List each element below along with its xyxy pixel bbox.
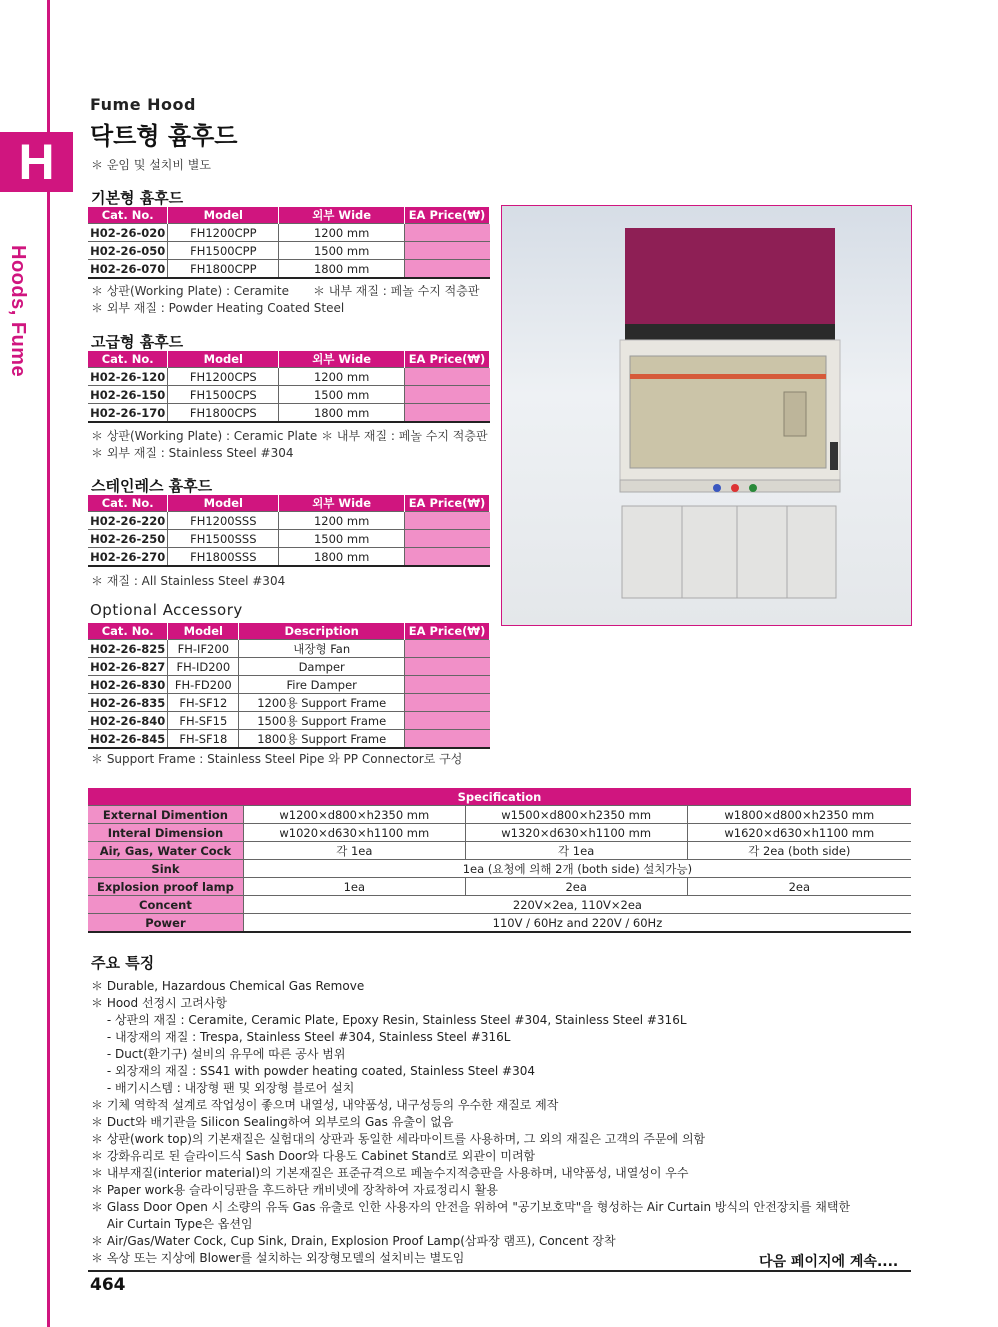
cat-no: H02-26-835 <box>88 694 168 712</box>
price-cell <box>405 368 490 386</box>
feature-line: - 외장재의 재질 : SS41 with powder heating coated, Stainless Steel #304 <box>91 1064 536 1078</box>
feature-line: ＊ 옥상 또는 지상에 Blower를 설치하는 외장형모델의 설치비는 별도임 <box>91 1251 465 1265</box>
price-cell <box>405 512 490 530</box>
spec-value: w1020×d630×h1100 mm <box>243 824 465 842</box>
spec-label: Air, Gas, Water Cock <box>88 842 243 860</box>
price-cell <box>405 548 490 567</box>
table-row <box>88 404 490 423</box>
feature-line: ＊ Hood 선정시 고려사항 <box>91 996 227 1010</box>
header-cat: Cat. No. <box>88 495 168 512</box>
feature-line: ＊ Durable, Hazardous Chemical Gas Remove <box>91 979 365 993</box>
feature-line: - 배기시스템 : 내장형 팬 및 외장형 블로어 설치 <box>91 1081 355 1095</box>
spec-value: w1200×d800×h2350 mm <box>243 806 465 824</box>
model: FH-SF12 <box>168 694 239 712</box>
control-panel <box>830 442 838 470</box>
page-number: 464 <box>90 1275 126 1295</box>
width: 1200 mm <box>279 224 405 242</box>
header-description: Description <box>239 623 405 640</box>
price-cell <box>405 224 490 242</box>
cat-no: H02-26-830 <box>88 676 168 694</box>
header-wide: 외부 Wide <box>279 207 405 224</box>
spec-label: Interal Dimension <box>88 824 243 842</box>
header-price: EA Price(₩) <box>405 495 490 512</box>
table-header-row <box>88 351 490 368</box>
cat-no: H02-26-170 <box>88 404 168 423</box>
price-cell <box>405 694 490 712</box>
spec-value: 220V×2ea, 110V×2ea <box>243 896 911 914</box>
section-title-basic: 기본형 흄후드 <box>91 189 184 207</box>
header-cat: Cat. No. <box>88 207 168 224</box>
header-price: EA Price(₩) <box>405 207 490 224</box>
spec-row <box>88 896 911 914</box>
cat-no: H02-26-050 <box>88 242 168 260</box>
model: FH1500CPS <box>168 386 279 404</box>
stainless-price-table <box>88 495 490 567</box>
description: Fire Damper <box>239 676 405 694</box>
description: 1800용 Support Frame <box>239 730 405 749</box>
spec-row <box>88 824 911 842</box>
description: 1200용 Support Frame <box>239 694 405 712</box>
premium-note-1: ＊ 상판(Working Plate) : Ceramic Plate ＊ 내부 재질 : 페놀 수지 적층판 <box>91 429 488 443</box>
model: FH1500SSS <box>168 530 279 548</box>
table-row <box>88 640 490 658</box>
spec-label: External Dimention <box>88 806 243 824</box>
baffle-panel <box>784 392 806 436</box>
cat-no: H02-26-070 <box>88 260 168 279</box>
spec-label: Explosion proof lamp <box>88 878 243 896</box>
table-row <box>88 242 490 260</box>
width: 1500 mm <box>279 242 405 260</box>
basic-note-1: ＊ 상판(Working Plate) : Ceramite ＊ 내부 재질 : 페놀 수지 적층판 <box>91 284 480 298</box>
spec-label: Power <box>88 914 243 933</box>
description: 1500용 Support Frame <box>239 712 405 730</box>
table-row <box>88 694 490 712</box>
width: 1200 mm <box>279 512 405 530</box>
basic-price-table <box>88 207 490 279</box>
gas-cock-blue <box>713 484 721 492</box>
cat-no: H02-26-840 <box>88 712 168 730</box>
feature-line: ＊ 기체 역학적 설계로 작업성이 좋으며 내열성, 내약품성, 내구성등의 우수한 재질로 제작 <box>91 1098 559 1112</box>
spec-value: w1800×d800×h2350 mm <box>687 806 911 824</box>
table-row <box>88 676 490 694</box>
header-cat: Cat. No. <box>88 351 168 368</box>
table-row <box>88 548 490 567</box>
spec-value: 2ea <box>687 878 911 896</box>
spec-value: w1320×d630×h1100 mm <box>465 824 687 842</box>
price-cell <box>405 640 490 658</box>
spec-label: Sink <box>88 860 243 878</box>
spec-row <box>88 878 911 896</box>
cat-no: H02-26-250 <box>88 530 168 548</box>
feature-line: Air Curtain Type은 옵션임 <box>91 1217 253 1231</box>
price-cell <box>405 658 490 676</box>
category-letter-tab: H <box>0 132 73 192</box>
model: FH1500CPP <box>168 242 279 260</box>
model: FH-SF15 <box>168 712 239 730</box>
model: FH1800SSS <box>168 548 279 567</box>
description: 내장형 Fan <box>239 640 405 658</box>
header-wide: 외부 Wide <box>279 351 405 368</box>
table-row <box>88 712 490 730</box>
fume-hood-illustration <box>502 206 911 625</box>
light-bar <box>630 374 826 379</box>
side-divider-line <box>47 0 50 1327</box>
specification-table <box>88 788 911 933</box>
feature-line: ＊ Paper work용 슬라이딩판을 후드하단 캐비넷에 장착하여 자료정리시 활용 <box>91 1183 498 1197</box>
model: FH1200SSS <box>168 512 279 530</box>
width: 1500 mm <box>279 530 405 548</box>
model: FH1800CPP <box>168 260 279 279</box>
price-cell <box>405 386 490 404</box>
feature-line: - 상판의 재질 : Ceramite, Ceramic Plate, Epoxy Resin, Stainless Steel #304, Stainless Steel #316L <box>91 1013 687 1027</box>
price-cell <box>405 712 490 730</box>
spec-row <box>88 842 911 860</box>
spec-value: 각 1ea <box>243 842 465 860</box>
section-title-stainless: 스테인레스 흄후드 <box>91 477 213 495</box>
spec-value: 각 2ea (both side) <box>687 842 911 860</box>
header-wide: 외부 Wide <box>279 495 405 512</box>
gas-cock-green <box>749 484 757 492</box>
gas-cock-red <box>731 484 739 492</box>
feature-line: ＊ Air/Gas/Water Cock, Cup Sink, Drain, Explosion Proof Lamp(삼파장 램프), Concent 장착 <box>91 1234 616 1248</box>
model: FH1200CPS <box>168 368 279 386</box>
table-row <box>88 368 490 386</box>
feature-line: - 내장재의 재질 : Trespa, Stainless Steel #304, Stainless Steel #316L <box>91 1030 511 1044</box>
table-row <box>88 530 490 548</box>
spec-value: w1620×d630×h1100 mm <box>687 824 911 842</box>
table-row <box>88 512 490 530</box>
table-row <box>88 386 490 404</box>
spec-value: 1ea <box>243 878 465 896</box>
cat-no: H02-26-827 <box>88 658 168 676</box>
model: FH1800CPS <box>168 404 279 423</box>
table-row <box>88 224 490 242</box>
spec-label: Concent <box>88 896 243 914</box>
page-title-english: Fume Hood <box>90 95 196 114</box>
premium-price-table <box>88 351 490 423</box>
table-header-row <box>88 207 490 224</box>
spec-value: 110V / 60Hz and 220V / 60Hz <box>243 914 911 933</box>
table-row <box>88 658 490 676</box>
header-model: Model <box>168 623 239 640</box>
header-cat: Cat. No. <box>88 623 168 640</box>
stainless-note-1: ＊ 재질 : All Stainless Steel #304 <box>91 574 286 588</box>
bottom-rule <box>88 1270 911 1272</box>
shipping-note: ＊ 운임 및 설치비 별도 <box>91 158 211 172</box>
canopy-louver <box>625 324 835 340</box>
price-cell <box>405 730 490 749</box>
header-price: EA Price(₩) <box>405 623 490 640</box>
section-title-premium: 고급형 흄후드 <box>91 333 184 351</box>
accessory-note: ＊ Support Frame : Stainless Steel Pipe 와 PP Connector로 구성 <box>91 752 463 766</box>
cat-no: H02-26-220 <box>88 512 168 530</box>
page-title-korean: 닥트형 흄후드 <box>90 122 238 150</box>
premium-note-2: ＊ 외부 재질 : Stainless Steel #304 <box>91 446 294 460</box>
spec-row <box>88 914 911 933</box>
price-cell <box>405 404 490 423</box>
header-model: Model <box>168 495 279 512</box>
basic-note-2: ＊ 외부 재질 : Powder Heating Coated Steel <box>91 301 345 315</box>
worktop <box>620 480 840 492</box>
table-header-row <box>88 623 490 640</box>
model: FH-SF18 <box>168 730 239 749</box>
hood-canopy <box>625 228 835 326</box>
price-cell <box>405 676 490 694</box>
price-cell <box>405 530 490 548</box>
cat-no: H02-26-150 <box>88 386 168 404</box>
category-vertical-label: Hoods, Fume <box>7 245 29 378</box>
description: Damper <box>239 658 405 676</box>
header-model: Model <box>168 351 279 368</box>
model: FH1200CPP <box>168 224 279 242</box>
table-header-row <box>88 495 490 512</box>
cat-no: H02-26-845 <box>88 730 168 749</box>
cat-no: H02-26-825 <box>88 640 168 658</box>
cat-no: H02-26-020 <box>88 224 168 242</box>
spec-value: 각 1ea <box>465 842 687 860</box>
features-list <box>91 978 850 1267</box>
spec-value: 2ea <box>465 878 687 896</box>
header-model: Model <box>168 207 279 224</box>
header-price: EA Price(₩) <box>405 351 490 368</box>
cabinet-stand <box>622 506 836 598</box>
price-cell <box>405 242 490 260</box>
spec-row <box>88 806 911 824</box>
feature-line: - Duct(환기구) 설비의 유무에 따른 공사 범위 <box>91 1047 346 1061</box>
section-title-features: 주요 특징 <box>91 954 155 972</box>
accessory-price-table <box>88 623 490 749</box>
table-row <box>88 730 490 749</box>
section-title-accessory: Optional Accessory <box>90 601 243 619</box>
spec-value: 1ea (요청에 의해 2개 (both side) 설치가능) <box>243 860 911 878</box>
spec-row <box>88 860 911 878</box>
width: 1800 mm <box>279 404 405 423</box>
cat-no: H02-26-120 <box>88 368 168 386</box>
feature-line: ＊ Glass Door Open 시 소량의 유독 Gas 유출로 인한 사용자의 안전을 위하여 "공기보호막"을 형성하는 Air Curtain 방식의 안전장치를 채택한 <box>91 1200 851 1214</box>
cat-no: H02-26-270 <box>88 548 168 567</box>
table-row <box>88 260 490 279</box>
width: 1500 mm <box>279 386 405 404</box>
spec-title: Specification <box>88 788 911 806</box>
spec-value: w1500×d800×h2350 mm <box>465 806 687 824</box>
spec-header-row <box>88 788 911 806</box>
feature-line: ＊ 강화유리로 된 슬라이드식 Sash Door와 다용도 Cabinet Stand로 외관이 미려함 <box>91 1149 536 1163</box>
model: FH-ID200 <box>168 658 239 676</box>
fume-hood-photo <box>501 205 912 626</box>
feature-line: ＊ 내부재질(interior material)의 기본재질은 표준규격으로 페놀수지적층판을 사용하며, 내약품성, 내열성이 우수 <box>91 1166 689 1180</box>
model: FH-IF200 <box>168 640 239 658</box>
width: 1800 mm <box>279 548 405 567</box>
width: 1800 mm <box>279 260 405 279</box>
continued-next-page: 다음 페이지에 계속.... <box>759 1254 899 1270</box>
feature-line: ＊ 상판(work top)의 기본재질은 실험대의 상판과 동일한 세라마이트를 사용하며, 그 외의 재질은 고객의 주문에 의함 <box>91 1132 706 1146</box>
model: FH-FD200 <box>168 676 239 694</box>
width: 1200 mm <box>279 368 405 386</box>
price-cell <box>405 260 490 279</box>
feature-line: ＊ Duct와 배기관을 Silicon Sealing하여 외부로의 Gas 유출이 없음 <box>91 1115 454 1129</box>
